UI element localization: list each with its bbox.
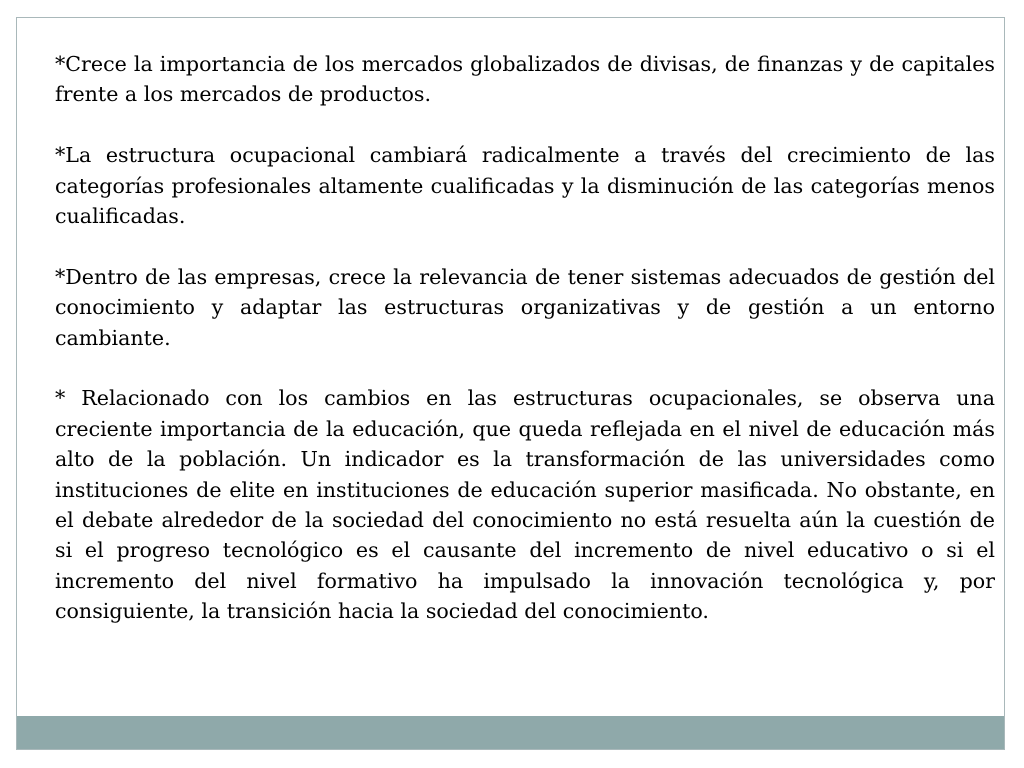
footer-bar [17, 716, 1004, 749]
paragraph-estructura-ocupacional: *La estructura ocupacional cambiará radicalmente a través del crecimiento de las categorías profesionales altamente cualificadas y la disminución de las categorías menos cualificadas. [55, 143, 995, 229]
paragraph-educacion: * Relacionado con los cambios en las estructuras ocupacionales, se observa una creciente importancia de la educación, que queda reflejada en el nivel de educación más alto de la población. Un indicador es la transformación de las universidades como instituciones de elite en instituciones de educación superior masificada. No obstante, en el debate alrededor de la sociedad del conocimiento no está resuelta aún la cuestión de si el progreso tecnológico es el causante del incremento de nivel educativo o si el incremento del nivel formativo ha impulsado la innovación tecnológica y, por consiguiente, la transición hacia la sociedad del conocimiento. [55, 386, 995, 624]
paragraph-empresas: *Dentro de las empresas, crece la relevancia de tener sistemas adecuados de gestión del conocimiento y adaptar las estructuras organizativas y de gestión a un entorno cambiante. [55, 264, 995, 350]
slide-frame [16, 17, 1005, 750]
paragraph-mercados: *Crece la importancia de los mercados globalizados de divisas, de finanzas y de capitales frente a los mercados de productos. [55, 52, 995, 107]
slide-text-body [55, 49, 995, 657]
